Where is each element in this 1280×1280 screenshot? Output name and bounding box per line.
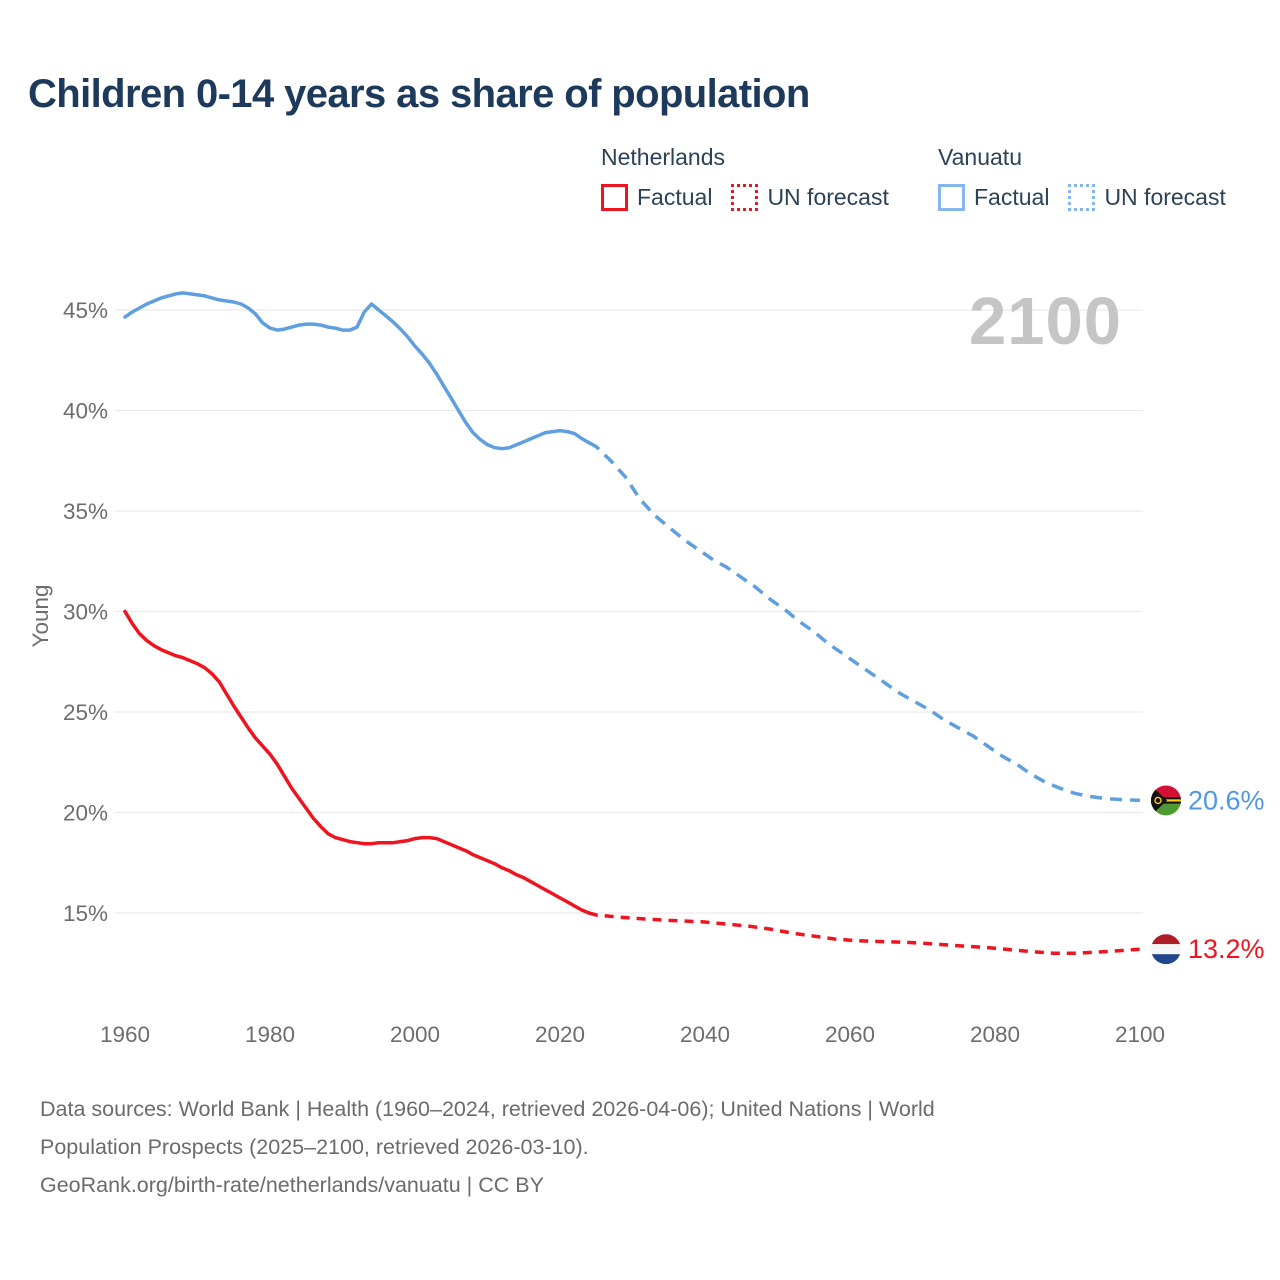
series-line-netherlands-factual <box>125 612 589 914</box>
y-axis-label: Young <box>28 584 53 648</box>
legend-country-netherlands: Netherlands <box>601 144 726 170</box>
x-tick-label-2080: 2080 <box>969 1022 1021 1047</box>
x-tick-label-2060: 2060 <box>824 1022 876 1047</box>
end-value-label-vanuatu: 20.6% <box>1188 785 1265 816</box>
attribution-line: GeoRank.org/birth-rate/netherlands/vanuatu | CC BY <box>40 1173 544 1197</box>
legend-item-label: Factual <box>637 184 713 210</box>
data-sources-line-1: Data sources: World Bank | Health (1960–2024, retrieved 2026-04-06); United Nations | World <box>40 1097 935 1121</box>
y-tick-label: 40% <box>62 398 108 424</box>
watermark-year: 2100 <box>968 284 1122 359</box>
netherlands-flag-shapes <box>1151 934 1181 964</box>
y-tick-label: 30% <box>62 599 108 625</box>
y-tick-label: 25% <box>62 700 108 725</box>
x-tick-label-1960: 1960 <box>99 1022 151 1047</box>
chart-footer <box>40 1090 1220 1204</box>
legend-country-vanuatu: Vanuatu <box>938 144 1022 170</box>
page-title: Children 0-14 years as share of population <box>28 72 810 116</box>
vanuatu-flag-icon <box>1151 785 1181 815</box>
flag-red-band <box>1151 934 1181 944</box>
x-tick-label-1980: 1980 <box>244 1022 296 1047</box>
flag-white-band <box>1151 944 1181 954</box>
y-tick-label: 20% <box>62 800 108 826</box>
data-sources-line-2: Population Prospects (2025–2100, retrieved 2026-03-10). <box>40 1135 589 1159</box>
legend-item-label: Factual <box>974 184 1050 210</box>
x-tick-label-2100: 2100 <box>1114 1022 1166 1047</box>
y-tick-label: 45% <box>62 298 108 323</box>
legend-item-label: UN forecast <box>767 184 889 210</box>
y-tick-label: 15% <box>62 901 108 926</box>
y-tick-label: 35% <box>62 499 108 524</box>
netherlands-flag-icon <box>1151 934 1181 964</box>
flag-blue-band <box>1151 954 1181 964</box>
series-line-vanuatu-factual <box>125 293 589 449</box>
legend-item-label: UN forecast <box>1104 184 1226 210</box>
series-line-netherlands-forecast <box>589 913 1140 953</box>
x-tick-label-2000: 2000 <box>389 1022 441 1047</box>
end-value-label-netherlands: 13.2% <box>1188 934 1265 965</box>
x-tick-label-2040: 2040 <box>679 1022 731 1047</box>
vanuatu-flag-shapes <box>1151 785 1181 815</box>
x-tick-label-2020: 2020 <box>534 1022 586 1047</box>
series-line-vanuatu-forecast <box>589 443 1140 801</box>
